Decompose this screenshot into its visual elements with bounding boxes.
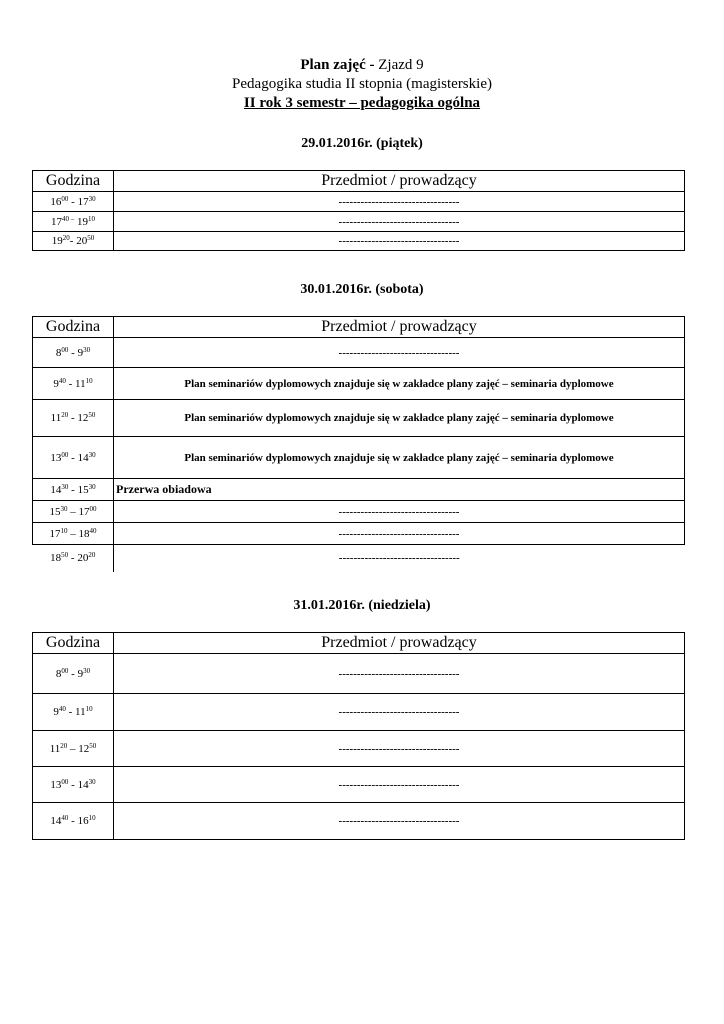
start-hour: 11 [50, 412, 62, 424]
subject-cell: Plan seminariów dyplomowych znajduje się w zakładce plany zajęć – seminaria dyplomowe [114, 368, 685, 400]
end-hour: 19 [77, 215, 88, 228]
time-cell [33, 479, 114, 501]
start-minutes: 40 [58, 376, 66, 385]
start-hour: 9 [53, 377, 59, 390]
end-minutes: 30 [88, 777, 96, 786]
table-row [33, 192, 685, 212]
end-minutes: 40 [89, 526, 97, 535]
start-hour: 18 [50, 552, 62, 565]
time-separator: - [68, 346, 78, 359]
table-row [33, 694, 685, 731]
start-minutes: 20 [61, 411, 69, 419]
start-minutes: 40 – [62, 214, 75, 223]
time-separator: – [67, 527, 79, 540]
subject-cell: --------------------------------- [114, 212, 685, 232]
header-subject: Przedmiot / prowadzący [114, 171, 685, 192]
end-hour: 17 [78, 505, 90, 518]
table-row [33, 501, 685, 523]
end-minutes: 50 [87, 234, 95, 242]
start-minutes: 30 [60, 504, 68, 513]
end-hour: 15 [77, 483, 89, 496]
table-row [33, 523, 685, 545]
start-hour: 8 [55, 667, 62, 680]
end-minutes: 30 [88, 482, 96, 491]
end-hour: 11 [75, 377, 86, 390]
end-minutes: 30 [88, 450, 96, 459]
time-cell [33, 545, 114, 572]
time-separator: – [67, 505, 79, 518]
time-cell [33, 803, 114, 840]
subject-cell: --------------------------------- [114, 767, 685, 803]
header-time: Godzina [33, 633, 114, 654]
table-header-row [33, 171, 685, 192]
title-rest: Zjazd 9 [374, 57, 424, 73]
time-cell [33, 654, 114, 694]
start-hour: 11 [49, 742, 61, 755]
end-hour: 17 [77, 195, 89, 208]
end-hour: 20 [76, 235, 88, 247]
start-hour: 13 [50, 451, 62, 464]
end-minutes: 30 [88, 194, 96, 203]
schedule-table-sunday [32, 632, 685, 840]
title-bold: Plan zajęć - [300, 57, 375, 73]
start-minutes: 30 [61, 482, 69, 491]
end-hour: 12 [77, 412, 89, 424]
start-minutes: 00 [61, 666, 69, 675]
start-hour: 9 [53, 706, 59, 718]
start-hour: 14 [50, 815, 62, 827]
start-minutes: 20 [62, 234, 70, 242]
subject-cell: --------------------------------- [114, 803, 685, 840]
start-hour: 15 [49, 505, 61, 518]
end-hour: 9 [77, 667, 84, 680]
time-cell [33, 523, 114, 545]
study-program: Pedagogika studia II stopnia (magisterskie) [232, 76, 492, 92]
time-cell [33, 437, 114, 479]
table-row [33, 767, 685, 803]
table-row [33, 731, 685, 767]
end-minutes: 00 [89, 504, 97, 513]
end-minutes: 50 [88, 411, 96, 419]
time-separator: - [68, 195, 78, 208]
end-hour: 18 [78, 527, 90, 540]
time-cell [33, 501, 114, 523]
table-header-row [33, 633, 685, 654]
subject-cell: --------------------------------- [114, 731, 685, 767]
time-cell [33, 368, 114, 400]
subject-cell: Plan seminariów dyplomowych znajduje się w zakładce plany zajęć – seminaria dyplomowe [114, 400, 685, 437]
time-separator: - [65, 377, 76, 390]
subject-cell: Plan seminariów dyplomowych znajduje się w zakładce plany zajęć – seminaria dyplomowe [114, 437, 685, 479]
subject-cell: Przerwa obiadowa [114, 479, 685, 501]
table-row [33, 437, 685, 479]
time-separator: - [68, 778, 78, 791]
table-row [33, 212, 685, 232]
header-time: Godzina [33, 171, 114, 192]
end-hour: 12 [78, 742, 90, 755]
start-hour: 17 [51, 215, 62, 228]
end-minutes: 10 [85, 376, 93, 385]
start-minutes: 00 [61, 450, 69, 459]
schedule-table-saturday [32, 316, 685, 572]
time-cell [33, 338, 114, 368]
time-separator: - [68, 483, 78, 496]
header-time: Godzina [33, 317, 114, 338]
time-cell [33, 192, 114, 212]
document-title [0, 56, 724, 75]
time-cell [33, 694, 114, 731]
semester-line: II rok 3 semestr – pedagogika ogólna [243, 95, 481, 111]
subject-cell: --------------------------------- [114, 654, 685, 694]
start-minutes: 00 [61, 345, 69, 354]
end-hour: 20 [77, 552, 89, 565]
start-hour: 19 [51, 235, 63, 247]
table-row [33, 545, 685, 572]
schedule-table-friday [32, 170, 685, 251]
time-separator: - [65, 706, 76, 718]
end-hour: 14 [77, 451, 89, 464]
end-minutes: 50 [89, 741, 97, 750]
end-minutes: 30 [83, 666, 91, 675]
day-title-saturday: 30.01.2016r. (sobota) [300, 282, 424, 297]
start-minutes: 00 [61, 194, 69, 203]
time-separator: - [68, 412, 78, 424]
end-hour: 16 [77, 815, 89, 827]
time-cell [33, 212, 114, 232]
subject-cell: --------------------------------- [114, 694, 685, 731]
time-cell [33, 232, 114, 251]
start-hour: 14 [50, 483, 62, 496]
subject-cell: --------------------------------- [114, 523, 685, 545]
day-title-friday: 29.01.2016r. (piątek) [301, 136, 423, 151]
end-hour: 9 [77, 346, 84, 359]
header-subject: Przedmiot / prowadzący [114, 317, 685, 338]
time-cell [33, 731, 114, 767]
subject-cell: --------------------------------- [114, 545, 685, 572]
header-subject: Przedmiot / prowadzący [114, 633, 685, 654]
end-hour: 14 [77, 778, 89, 791]
start-minutes: 50 [61, 551, 69, 560]
time-cell [33, 767, 114, 803]
start-minutes: 20 [60, 741, 68, 750]
time-separator: - [68, 667, 78, 680]
end-minutes: 30 [83, 345, 91, 354]
table-row [33, 338, 685, 368]
time-separator: - [68, 815, 78, 827]
table-row [33, 803, 685, 840]
end-minutes: 20 [88, 551, 96, 560]
table-header-row [33, 317, 685, 338]
time-cell [33, 400, 114, 437]
table-row [33, 654, 685, 694]
start-minutes: 40 [61, 814, 69, 822]
start-hour: 13 [50, 778, 62, 791]
subject-cell: --------------------------------- [114, 338, 685, 368]
table-row [33, 400, 685, 437]
table-row [33, 368, 685, 400]
subject-cell: --------------------------------- [114, 232, 685, 251]
start-hour: 17 [49, 527, 61, 540]
end-hour: 11 [75, 706, 86, 718]
time-separator: - [68, 552, 78, 565]
time-separator: - [68, 451, 78, 464]
day-title-sunday: 31.01.2016r. (niedziela) [293, 598, 431, 613]
time-separator: – [67, 742, 79, 755]
subject-cell: --------------------------------- [114, 192, 685, 212]
time-separator: - [69, 235, 77, 247]
document-header [0, 56, 724, 113]
start-hour: 8 [55, 346, 62, 359]
table-row [33, 479, 685, 501]
table-row [33, 232, 685, 251]
subject-cell: --------------------------------- [114, 501, 685, 523]
end-minutes: 10 [88, 214, 95, 223]
start-hour: 16 [50, 195, 62, 208]
start-minutes: 10 [60, 526, 68, 535]
start-minutes: 00 [61, 777, 69, 786]
end-minutes: 10 [85, 705, 93, 713]
end-minutes: 10 [88, 814, 96, 822]
start-minutes: 40 [58, 705, 66, 713]
